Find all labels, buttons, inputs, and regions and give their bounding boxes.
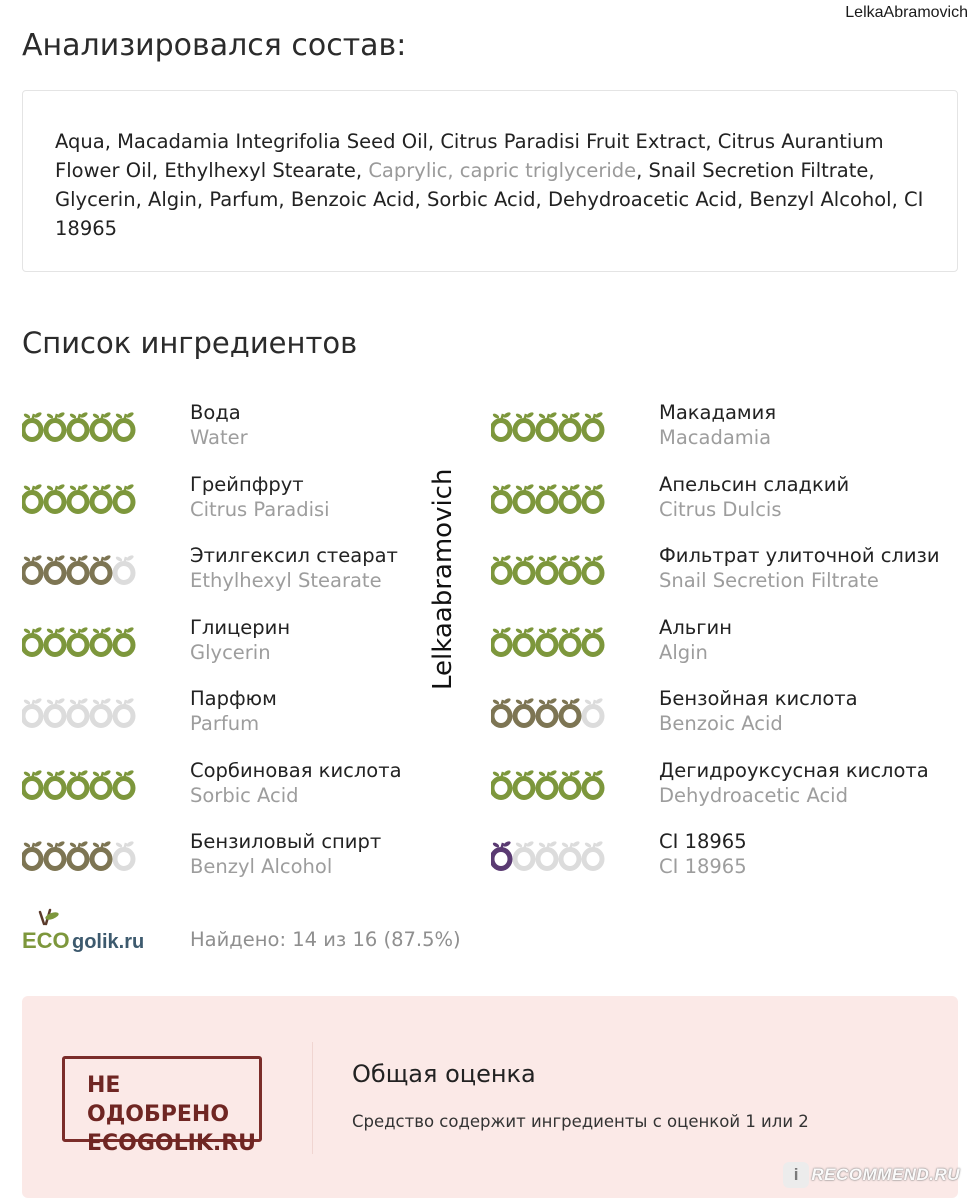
ingredient-item[interactable] (491, 472, 931, 528)
olive-icon (46, 840, 65, 868)
olive-icon (538, 411, 557, 439)
ingredient-name-en: Sorbic Acid (190, 783, 299, 807)
ingredient-name-ru: CI 18965 (659, 830, 747, 853)
ingredient-item[interactable] (491, 758, 931, 814)
not-approved-stamp (62, 1056, 262, 1156)
safety-rating (491, 766, 609, 800)
ingredient-item[interactable] (491, 686, 931, 742)
olive-icon (46, 697, 65, 725)
olive-icon (46, 769, 65, 797)
olive-icon (561, 483, 580, 511)
ingredient-name-ru: Альгин (659, 615, 732, 639)
safety-rating (22, 408, 140, 442)
olive-icon (492, 626, 511, 654)
olive-icon (584, 626, 603, 654)
watermark-vertical: Lelkaabramovich (428, 468, 458, 690)
olive-icon (538, 697, 557, 725)
ingredient-name-en: Algin (659, 640, 708, 664)
composition-ingredient[interactable]: Sorbic Acid (426, 188, 536, 211)
olive-icon (23, 483, 42, 511)
olive-icon (515, 769, 534, 797)
ingredient-name-en: CI 18965 (659, 855, 747, 878)
recommend-badge-icon: i (783, 1162, 809, 1188)
ecogolik-logo[interactable] (22, 904, 164, 954)
ingredient-name-ru: Фильтрат улиточной слизи (659, 544, 940, 567)
safety-rating (491, 837, 609, 871)
ingredient-name-ru: Макадамия (659, 401, 777, 424)
composition-ingredient[interactable]: capric triglyceride (459, 159, 637, 182)
olive-icon (584, 697, 603, 725)
olive-icon (92, 554, 111, 582)
composition-ingredient[interactable]: Benzoic Acid (290, 188, 415, 211)
ingredient-name-en: Benzyl Alcohol (190, 855, 333, 878)
ingredient-name-en: Ethylhexyl Stearate (190, 569, 382, 592)
composition-ingredient[interactable]: Parfum (209, 188, 279, 211)
ingredient-name-en: Dehydroacetic Acid (659, 783, 848, 807)
composition-ingredient[interactable]: Ethylhexyl Stearate (164, 159, 356, 182)
olive-icon (561, 697, 580, 725)
ingredient-name-ru: Бензиловый спирт (190, 830, 382, 853)
safety-rating (22, 480, 140, 514)
olive-icon (515, 626, 534, 654)
watermark-username: LelkaAbramovich (845, 4, 968, 21)
olive-icon (23, 411, 42, 439)
logo-golik-text: golik.ru (72, 931, 145, 953)
olive-icon (46, 483, 65, 511)
ingredient-name-ru: Этилгексил стеарат (190, 544, 398, 567)
olive-icon (92, 411, 111, 439)
ingredient-name-ru: Сорбиновая кислота (190, 758, 402, 782)
verdict-divider (312, 1042, 313, 1154)
olive-icon (115, 840, 134, 868)
olive-icon (115, 626, 134, 654)
ingredient-name-en: Benzoic Acid (659, 712, 783, 735)
ingredient-name-en: Citrus Dulcis (659, 497, 782, 521)
ingredients-title: Список ингредиентов (22, 326, 358, 360)
olive-icon (23, 840, 42, 868)
ingredient-name-ru: Вода (190, 401, 241, 424)
ingredient-name-ru: Грейпфрут (190, 472, 304, 496)
composition-ingredient[interactable]: Macadamia Integrifolia Seed Oil (117, 130, 428, 153)
composition-ingredient[interactable]: Snail Secretion Filtrate (648, 159, 869, 182)
olive-icon (584, 554, 603, 582)
recommend-logo (783, 1162, 960, 1188)
ingredient-item[interactable] (22, 686, 462, 742)
ingredient-name-ru: Бензойная кислота (659, 687, 858, 710)
safety-rating (491, 408, 609, 442)
olive-icon (492, 769, 511, 797)
ingredient-item[interactable] (491, 543, 940, 599)
olive-icon (46, 626, 65, 654)
olive-icon (584, 769, 603, 797)
olive-icon (561, 554, 580, 582)
olive-icon (538, 483, 557, 511)
olive-icon (584, 840, 603, 868)
ingredient-item[interactable] (22, 543, 462, 599)
olive-icon (584, 411, 603, 439)
safety-rating (491, 551, 609, 585)
ingredient-item[interactable] (491, 400, 931, 456)
recommend-logo-text: RECOMMEND.RU (811, 1165, 960, 1184)
olive-icon (92, 483, 111, 511)
ingredient-name-en: Macadamia (659, 426, 772, 449)
ingredient-item[interactable] (22, 829, 462, 885)
olive-icon (492, 697, 511, 725)
safety-rating (22, 837, 140, 871)
ingredient-name-en: Parfum (190, 712, 260, 735)
ingredient-name-ru: Дегидроуксусная кислота (659, 758, 929, 782)
olive-icon (23, 626, 42, 654)
ingredient-item[interactable] (491, 829, 931, 885)
olive-icon (23, 554, 42, 582)
olive-icon (69, 697, 88, 725)
verdict-text: Средство содержит ингредиенты с оценкой 1 или 2 (352, 1112, 809, 1131)
olive-icon (538, 554, 557, 582)
olive-icon (69, 626, 88, 654)
composition-ingredient[interactable]: Glycerin (55, 188, 136, 211)
composition-ingredient[interactable]: Citrus Paradisi Fruit Extract (440, 130, 706, 153)
composition-ingredient[interactable]: Algin (148, 188, 197, 211)
olive-icon (515, 554, 534, 582)
olive-icon (69, 769, 88, 797)
olive-icon (92, 769, 111, 797)
olive-icon (23, 769, 42, 797)
olive-icon (561, 411, 580, 439)
ingredient-name-en: Glycerin (190, 640, 271, 664)
olive-icon (561, 626, 580, 654)
safety-rating (491, 480, 609, 514)
ingredient-name-ru: Апельсин сладкий (659, 472, 850, 496)
olive-icon (115, 483, 134, 511)
olive-icon (115, 697, 134, 725)
olive-icon (92, 840, 111, 868)
logo-eco-text: ECO (22, 928, 70, 953)
safety-rating (22, 694, 140, 728)
olive-icon (515, 411, 534, 439)
ecogolik-logo-icon (22, 904, 164, 954)
safety-rating (22, 766, 140, 800)
verdict-title: Общая оценка (352, 1060, 536, 1088)
olive-icon (69, 411, 88, 439)
olive-icon (584, 483, 603, 511)
olive-icon (115, 769, 134, 797)
olive-icon (492, 840, 511, 868)
ingredient-item[interactable] (491, 615, 931, 671)
olive-icon (23, 697, 42, 725)
ingredient-name-en: Snail Secretion Filtrate (659, 569, 879, 592)
composition-ingredient[interactable]: Caprylic (368, 159, 448, 182)
olive-icon (538, 626, 557, 654)
composition-ingredient[interactable]: Citrus Aurantium Flower Oil (55, 130, 884, 182)
olive-icon (46, 554, 65, 582)
olive-icon (515, 483, 534, 511)
safety-rating (22, 623, 140, 657)
composition-ingredient[interactable]: Aqua (55, 130, 105, 153)
olive-icon (115, 411, 134, 439)
ingredient-item[interactable] (22, 400, 462, 456)
ingredient-item[interactable] (22, 758, 462, 814)
stamp-line-1: НЕ ОДОБРЕНО (87, 1073, 230, 1127)
olive-icon (69, 483, 88, 511)
stamp-line-2: ECOGOLIK.RU (87, 1131, 257, 1156)
composition-title: Анализировался состав: (22, 28, 407, 63)
ingredient-item[interactable] (22, 615, 462, 671)
olive-icon (515, 840, 534, 868)
safety-rating (22, 551, 140, 585)
olive-icon (46, 411, 65, 439)
olive-icon (69, 554, 88, 582)
safety-rating (491, 694, 609, 728)
composition-ingredient[interactable]: Dehydroacetic Acid (547, 188, 737, 211)
olive-icon (92, 697, 111, 725)
ingredient-item[interactable] (22, 472, 462, 528)
olive-icon (515, 697, 534, 725)
olive-icon (92, 626, 111, 654)
olive-icon (492, 554, 511, 582)
olive-icon (69, 840, 88, 868)
safety-rating (491, 623, 609, 657)
olive-icon (492, 411, 511, 439)
found-count: Найдено: 14 из 16 (87.5%) (190, 928, 461, 951)
olive-icon (492, 483, 511, 511)
ingredient-name-en: Water (190, 426, 248, 449)
composition-ingredient[interactable]: CI 18965 (55, 188, 924, 240)
composition-box: Aqua, Macadamia Integrifolia Seed Oil, Citrus Paradisi Fruit Extract, Citrus Aurantium Flower Oil, Ethylhexyl Stearate, Caprylic, capric triglyceride, Snail Secretion Filtrate, Glycerin, Algin, Parfum, Benzoic Acid, Sorbic Acid, Dehydroacetic Acid, Benzyl Alcohol, CI 18965 (22, 90, 958, 272)
olive-icon (561, 769, 580, 797)
olive-icon (115, 554, 134, 582)
olive-icon (561, 840, 580, 868)
ingredient-name-ru: Глицерин (190, 615, 291, 639)
olive-icon (538, 840, 557, 868)
ingredient-name-ru: Парфюм (190, 687, 277, 710)
olive-icon (538, 769, 557, 797)
ingredient-name-en: Citrus Paradisi (190, 497, 330, 521)
composition-ingredient[interactable]: Benzyl Alcohol (749, 188, 892, 211)
